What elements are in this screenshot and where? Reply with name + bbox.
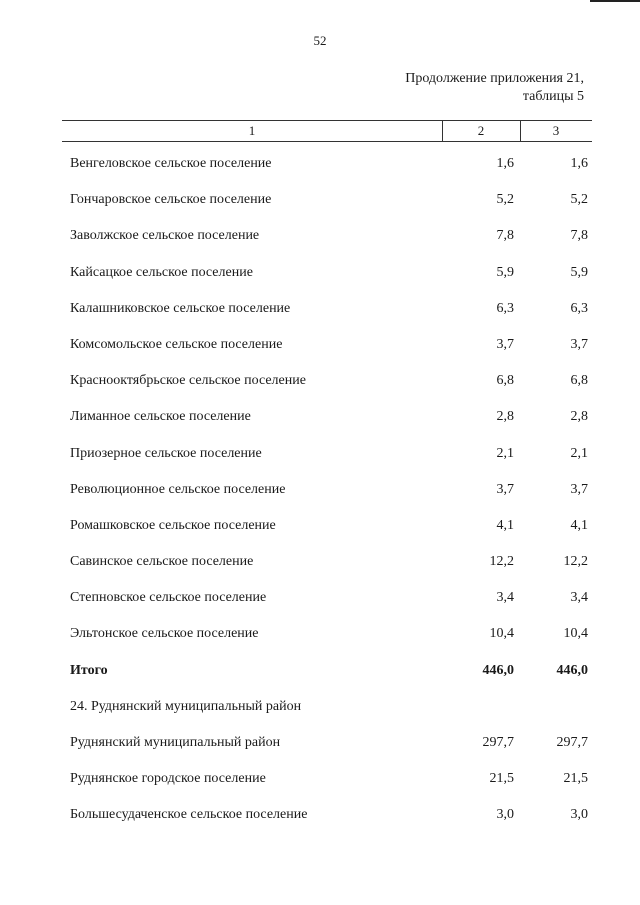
row-value-col-2: 7,8 bbox=[496, 228, 514, 244]
table-row bbox=[70, 472, 588, 508]
row-value-col-2: 6,3 bbox=[496, 300, 514, 316]
header-col-2: 2 bbox=[442, 121, 521, 141]
row-name: Венгеловское сельское поселение bbox=[70, 156, 272, 171]
table-row bbox=[70, 255, 588, 291]
row-value-col-3: 4,1 bbox=[570, 517, 588, 533]
row-name: 24. Руднянский муниципальный район bbox=[70, 698, 302, 714]
row-value-col-2: 3,0 bbox=[496, 807, 514, 823]
table-row bbox=[70, 182, 588, 218]
row-name: Заволжское сельское поселение bbox=[70, 228, 260, 244]
row-value-col-2: 3,7 bbox=[496, 336, 514, 352]
row-value-col-2: 297,7 bbox=[482, 735, 514, 750]
row-name: Комсомольское сельское поселение bbox=[70, 336, 283, 352]
table-body bbox=[70, 146, 588, 834]
row-name: Руднянский муниципальный район bbox=[70, 735, 281, 750]
table-row bbox=[70, 797, 588, 833]
row-value-col-2: 21,5 bbox=[489, 771, 514, 787]
row-name: Ромашковское сельское поселение bbox=[70, 517, 276, 533]
row-value-col-3: 10,4 bbox=[563, 626, 588, 642]
row-name: Гончаровское сельское поселение bbox=[70, 192, 272, 208]
row-name: Большесудаченское сельское поселение bbox=[70, 807, 308, 823]
row-value-col-2: 6,8 bbox=[496, 373, 514, 389]
header-col-1: 1 bbox=[62, 121, 443, 141]
table-row bbox=[70, 580, 588, 616]
row-value-col-3: 5,9 bbox=[570, 264, 588, 280]
row-value-col-3: 297,7 bbox=[556, 735, 588, 750]
row-value-col-2: 2,1 bbox=[496, 445, 514, 461]
row-name: Калашниковское сельское поселение bbox=[70, 300, 291, 316]
row-value-col-3: 7,8 bbox=[570, 228, 588, 244]
continuation-line-1: Продолжение приложения 21, bbox=[405, 71, 584, 86]
row-value-col-2: 3,7 bbox=[496, 481, 514, 497]
row-name: Краснооктябрьское сельское поселение bbox=[70, 373, 306, 389]
row-value-col-3: 5,2 bbox=[570, 192, 588, 208]
row-value-col-2: 2,8 bbox=[496, 409, 514, 425]
row-value-col-2: 5,2 bbox=[496, 192, 514, 208]
table-row bbox=[70, 218, 588, 254]
row-name: Савинское сельское поселение bbox=[70, 554, 254, 570]
row-value-col-3: 446,0 bbox=[556, 662, 588, 678]
header-col-3: 3 bbox=[552, 123, 560, 138]
table-row bbox=[70, 399, 588, 435]
page-number: 52 bbox=[313, 33, 327, 48]
row-value-col-3: 2,8 bbox=[570, 409, 588, 425]
row-value-col-3: 3,4 bbox=[570, 590, 588, 606]
table-row bbox=[70, 653, 588, 689]
table-row bbox=[70, 761, 588, 797]
table-row bbox=[70, 508, 588, 544]
table-row bbox=[70, 689, 588, 725]
continuation-line-2: таблицы 5 bbox=[522, 89, 584, 104]
row-name: Руднянское городское поселение bbox=[70, 771, 266, 787]
row-value-col-3: 3,7 bbox=[570, 336, 588, 352]
table-row bbox=[70, 544, 588, 580]
table-row bbox=[70, 725, 588, 761]
row-name: Итого bbox=[70, 662, 108, 678]
row-value-col-2: 12,2 bbox=[489, 554, 514, 570]
row-value-col-3: 6,3 bbox=[570, 300, 588, 316]
table-row bbox=[70, 327, 588, 363]
row-value-col-3: 3,7 bbox=[570, 481, 588, 497]
table-row bbox=[70, 616, 588, 652]
table-row bbox=[70, 291, 588, 327]
row-value-col-2: 446,0 bbox=[482, 662, 514, 678]
row-value-col-3: 21,5 bbox=[563, 771, 588, 787]
row-value-col-3: 2,1 bbox=[570, 445, 588, 461]
continuation-note bbox=[405, 70, 584, 106]
row-name: Эльтонское сельское поселение bbox=[70, 626, 259, 642]
row-name: Кайсацкое сельское поселение bbox=[70, 264, 253, 280]
row-value-col-2: 3,4 bbox=[496, 590, 514, 606]
row-value-col-2: 5,9 bbox=[496, 264, 514, 280]
corner-mark bbox=[590, 0, 640, 10]
row-name: Лиманное сельское поселение bbox=[70, 409, 251, 425]
row-name: Приозерное сельское поселение bbox=[70, 445, 262, 461]
table-row bbox=[70, 146, 588, 182]
table-row bbox=[70, 436, 588, 472]
row-value-col-2: 1,6 bbox=[496, 156, 514, 171]
row-value-col-2: 10,4 bbox=[489, 626, 514, 642]
row-name: Степновское сельское поселение bbox=[70, 590, 267, 606]
row-value-col-3: 1,6 bbox=[570, 156, 588, 171]
row-value-col-3: 12,2 bbox=[563, 554, 588, 570]
table-header bbox=[62, 120, 592, 142]
row-value-col-3: 3,0 bbox=[570, 807, 588, 823]
row-value-col-3: 6,8 bbox=[570, 373, 588, 389]
row-name: Революционное сельское поселение bbox=[70, 481, 286, 497]
row-value-col-2: 4,1 bbox=[496, 517, 514, 533]
table-row bbox=[70, 363, 588, 399]
